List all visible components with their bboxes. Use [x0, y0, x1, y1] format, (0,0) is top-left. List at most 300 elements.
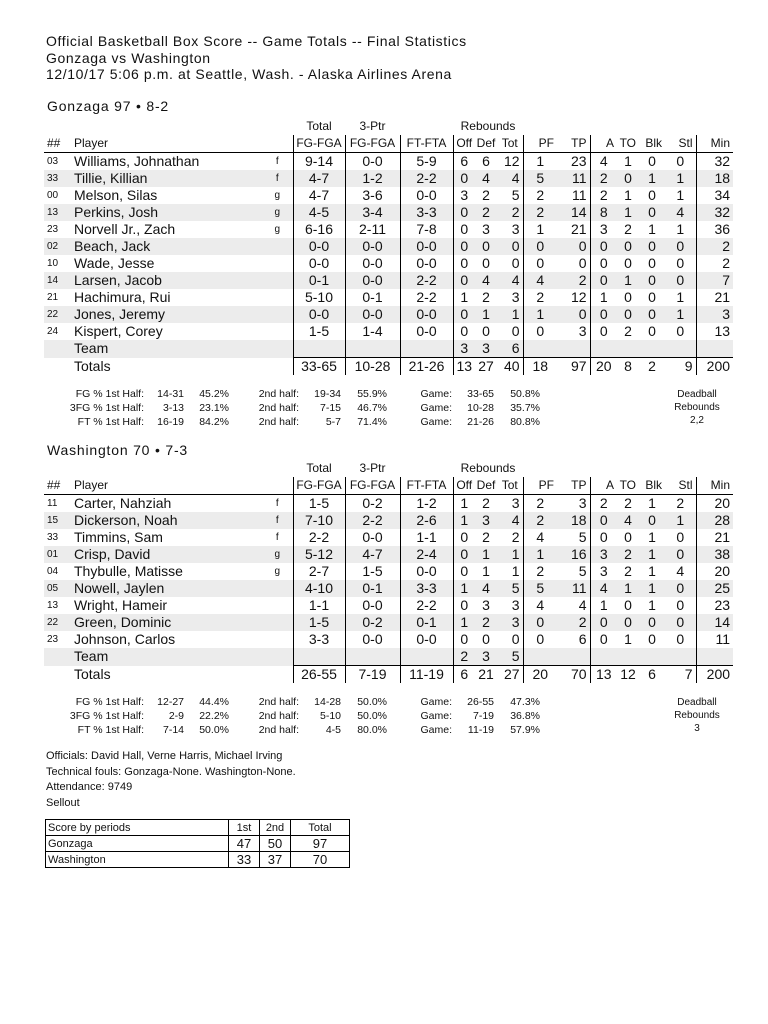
def-reb: 2 — [475, 204, 497, 221]
officials: Officials: David Hall, Verne Harris, Michael Irving — [46, 750, 283, 762]
blocks: 1 — [639, 546, 665, 563]
shooting-pct-line — [46, 723, 540, 737]
turnovers: 2 — [624, 221, 632, 237]
assists: 2 — [590, 170, 617, 187]
pct-g: 10-28 — [467, 402, 494, 414]
col-tot: Tot — [497, 135, 523, 153]
team-row — [44, 340, 733, 358]
pct-pg: 47.3% — [510, 696, 540, 708]
def-reb: 0 — [482, 255, 490, 271]
minutes: 32 — [696, 204, 733, 221]
assists: 1 — [590, 289, 617, 306]
spacer — [617, 340, 639, 358]
fg-fga: 0-0 — [293, 255, 345, 272]
totals-row — [44, 358, 733, 376]
off-reb: 0 — [453, 323, 475, 340]
ft-fta: 0-0 — [400, 187, 453, 204]
pct-h2: 5-7 — [325, 416, 341, 428]
col-fg: FG-FGA — [293, 135, 345, 153]
steals: 1 — [676, 221, 685, 237]
pct-lbl3: Game: — [420, 416, 452, 428]
ft-fta: 3-3 — [400, 204, 453, 221]
off-reb: 6 — [453, 153, 475, 171]
def-reb: 2 — [482, 529, 490, 545]
fouls: 4 — [523, 272, 557, 289]
fg-fga: 9-14 — [293, 153, 345, 171]
ft-fta: 2-4 — [400, 546, 453, 563]
fg-fga: 0-1 — [293, 272, 345, 289]
col-off: Off — [453, 477, 475, 495]
player-name: Williams, Johnathan — [74, 153, 200, 169]
steals: 0 — [665, 238, 696, 255]
tot-reb: 0 — [511, 323, 520, 339]
group-3ptr: 3-Ptr — [359, 461, 386, 475]
pct-label: FT % 1st Half: — [77, 416, 144, 428]
assists: 4 — [590, 580, 617, 597]
three-pt: 0-2 — [345, 614, 400, 631]
player-position — [262, 614, 293, 631]
three-pt: 0-0 — [345, 631, 400, 648]
assists: 8 — [590, 204, 617, 221]
blocks: 0 — [639, 614, 665, 631]
pct-p1: 44.4% — [199, 696, 229, 708]
steals: 0 — [676, 597, 685, 613]
col-ft: FT-FTA — [400, 135, 453, 153]
tot-reb: 5 — [511, 187, 520, 203]
pct-p1: 45.2% — [199, 388, 229, 400]
assists: 0 — [590, 272, 617, 289]
fg-fga: 4-7 — [293, 170, 345, 187]
minutes: 3 — [696, 306, 733, 323]
player-row — [44, 272, 733, 289]
pct-p2: 50.0% — [357, 696, 387, 708]
pct-h2: 14-28 — [314, 696, 341, 708]
assists: 0 — [590, 238, 617, 255]
player-position — [262, 323, 293, 340]
points: 5 — [578, 563, 587, 579]
blocks: 0 — [648, 153, 656, 169]
ft-fta: 0-0 — [400, 323, 453, 340]
group-rebounds: Rebounds — [460, 461, 516, 475]
spacer — [293, 340, 345, 358]
def-reb: 21 — [475, 666, 497, 684]
ft-fta: 2-2 — [400, 289, 453, 306]
spacer — [523, 340, 557, 358]
player-number: 23 — [47, 224, 59, 235]
group-total: Total — [306, 461, 332, 475]
pct-p2: 50.0% — [357, 710, 387, 722]
assists: 0 — [590, 529, 617, 546]
three-pt: 1-4 — [345, 323, 400, 340]
def-reb: 3 — [475, 340, 497, 358]
tot-reb: 4 — [497, 272, 523, 289]
col-player: Player — [74, 477, 262, 495]
turnovers: 0 — [617, 238, 639, 255]
tot-reb: 40 — [497, 358, 523, 376]
points: 0 — [578, 255, 587, 271]
pct-p2: 80.0% — [357, 724, 387, 736]
def-reb: 3 — [482, 597, 490, 613]
period-1-score: 33 — [229, 852, 260, 868]
spacer — [590, 648, 617, 666]
tot-reb: 1 — [497, 546, 523, 563]
fouls: 1 — [523, 306, 557, 323]
column-header — [44, 135, 733, 153]
player-row — [44, 614, 733, 631]
pct-g: 7-19 — [472, 710, 494, 722]
minutes: 2 — [696, 255, 733, 272]
spacer — [262, 666, 293, 684]
points: 97 — [557, 358, 590, 376]
pct-p1: 84.2% — [199, 416, 229, 428]
fouls: 0 — [523, 255, 557, 272]
def-reb: 6 — [482, 153, 490, 169]
team-label: Team — [74, 648, 262, 666]
blocks: 0 — [639, 512, 665, 529]
spacer — [590, 118, 617, 135]
pct-lbl2: 2nd half: — [258, 388, 299, 400]
assists: 20 — [590, 358, 617, 376]
def-reb: 0 — [475, 238, 497, 255]
spacer — [557, 118, 590, 135]
washington-title: Washington 70 • 7-3 — [47, 442, 188, 458]
player-position: f — [275, 498, 279, 509]
fg-fga: 7-10 — [293, 512, 345, 529]
player-number: 22 — [44, 614, 74, 631]
steals: 1 — [665, 306, 696, 323]
period-2-score: 37 — [260, 852, 291, 868]
three-pt: 0-0 — [345, 255, 400, 272]
team-label: Team — [74, 340, 262, 358]
technical-fouls: Technical fouls: Gonzaga-None. Washington-None. — [46, 765, 296, 778]
spacer — [665, 460, 696, 477]
ft-fta: 1-1 — [400, 529, 453, 546]
spacer — [293, 648, 345, 666]
points: 3 — [578, 323, 587, 339]
player-row — [44, 563, 733, 580]
assists: 3 — [590, 221, 617, 238]
minutes: 7 — [696, 272, 733, 289]
player-position — [262, 272, 293, 289]
spacer — [665, 118, 696, 135]
turnovers: 1 — [617, 580, 639, 597]
player-name: Perkins, Josh — [74, 204, 262, 221]
points: 12 — [570, 289, 587, 305]
blocks: 1 — [648, 529, 656, 545]
pct-g: 26-55 — [467, 696, 494, 708]
assists: 0 — [590, 614, 617, 631]
three-pt: 10-28 — [345, 358, 400, 376]
minutes: 36 — [696, 221, 733, 238]
minutes: 32 — [696, 153, 733, 171]
player-number: 04 — [47, 566, 59, 577]
spacer — [557, 648, 590, 666]
gonzaga-title: Gonzaga 97 • 8-2 — [47, 98, 169, 114]
blocks: 1 — [639, 580, 665, 597]
points: 6 — [578, 631, 587, 647]
player-name: Wright, Hameir — [74, 597, 168, 613]
minutes: 23 — [696, 597, 733, 614]
spacer — [696, 460, 733, 477]
column-group-header — [44, 118, 733, 135]
player-position: f — [275, 156, 279, 167]
blocks: 0 — [639, 272, 665, 289]
minutes: 34 — [696, 187, 733, 204]
spacer — [74, 118, 262, 135]
tot-reb: 12 — [503, 153, 520, 169]
off-reb: 1 — [453, 289, 475, 306]
blocks: 0 — [648, 631, 656, 647]
minutes: 14 — [696, 614, 733, 631]
pct-h1: 14-31 — [157, 388, 184, 400]
pct-h2: 4-5 — [325, 724, 341, 736]
player-row — [44, 170, 733, 187]
off-reb: 0 — [453, 221, 475, 238]
points: 70 — [557, 666, 590, 684]
off-reb: 3 — [453, 340, 475, 358]
ft-fta: 0-0 — [400, 306, 453, 323]
pct-h2: 7-15 — [319, 402, 341, 414]
spacer — [345, 648, 400, 666]
points: 2 — [557, 272, 590, 289]
ft-fta: 2-2 — [400, 170, 453, 187]
spacer — [557, 460, 590, 477]
three-pt: 2-11 — [345, 221, 400, 238]
steals: 0 — [665, 272, 696, 289]
def-reb: 1 — [482, 563, 490, 579]
assists: 0 — [590, 306, 617, 323]
blocks: 0 — [648, 323, 656, 339]
minutes: 20 — [696, 563, 733, 580]
def-reb: 27 — [475, 358, 497, 376]
blocks: 0 — [648, 255, 656, 271]
ft-fta: 3-3 — [400, 580, 453, 597]
player-row — [44, 323, 733, 340]
pct-lbl3: Game: — [420, 724, 452, 736]
turnovers: 0 — [617, 614, 639, 631]
blocks: 0 — [648, 289, 656, 305]
pct-label: 3FG % 1st Half: — [69, 402, 144, 414]
player-row — [44, 255, 733, 272]
fg-fga: 26-55 — [293, 666, 345, 684]
pct-g: 11-19 — [467, 724, 494, 736]
fg-fga: 2-2 — [293, 529, 345, 546]
spacer — [590, 460, 617, 477]
player-number: 24 — [47, 326, 59, 337]
steals: 7 — [665, 666, 696, 684]
player-row — [44, 546, 733, 563]
col-tp: TP — [557, 135, 590, 153]
pct-pg: 36.8% — [510, 710, 540, 722]
pct-label: 3FG % 1st Half: — [69, 710, 144, 722]
pct-p2: 55.9% — [357, 388, 387, 400]
player-row — [44, 512, 733, 529]
points: 14 — [557, 204, 590, 221]
fouls: 2 — [523, 512, 557, 529]
minutes: 2 — [696, 238, 733, 255]
off-reb: 1 — [453, 512, 475, 529]
tot-reb: 0 — [511, 631, 520, 647]
player-number: 13 — [44, 204, 74, 221]
spacer — [617, 118, 639, 135]
col-fg: FG-FGA — [293, 477, 345, 495]
spacer — [617, 648, 639, 666]
three-pt: 1-5 — [345, 563, 400, 580]
off-reb: 0 — [453, 631, 475, 648]
pct-lbl2: 2nd half: — [258, 416, 299, 428]
blocks: 0 — [639, 306, 665, 323]
player-number: 21 — [47, 292, 59, 303]
score-by-periods — [45, 819, 350, 868]
three-pt: 0-1 — [345, 289, 400, 306]
fouls: 18 — [523, 358, 557, 376]
off-reb: 6 — [453, 666, 475, 684]
tot-reb: 6 — [497, 340, 523, 358]
player-row — [44, 306, 733, 323]
player-name: Timmins, Sam — [74, 529, 163, 545]
spacer — [665, 340, 696, 358]
player-number: 15 — [44, 512, 74, 529]
fg-fga: 33-65 — [293, 358, 345, 376]
player-position: f — [275, 532, 279, 543]
blocks: 1 — [639, 170, 665, 187]
player-number: 01 — [44, 546, 74, 563]
col-min: Min — [696, 135, 733, 153]
assists: 3 — [590, 563, 617, 580]
minutes: 25 — [696, 580, 733, 597]
gonzaga-deadball — [662, 388, 732, 427]
spacer — [44, 118, 74, 135]
fouls: 2 — [523, 187, 557, 204]
spacer — [74, 460, 262, 477]
steals: 1 — [665, 512, 696, 529]
turnovers: 8 — [617, 358, 639, 376]
player-position: g — [274, 190, 281, 201]
three-pt: 0-0 — [345, 238, 400, 255]
tot-reb: 5 — [497, 580, 523, 597]
player-name: Thybulle, Matisse — [74, 563, 183, 579]
player-number: 33 — [47, 532, 59, 543]
turnovers: 1 — [624, 187, 632, 203]
pct-label: FT % 1st Half: — [77, 724, 144, 736]
blocks: 1 — [648, 597, 656, 613]
player-name: Green, Dominic — [74, 614, 262, 631]
points: 0 — [557, 306, 590, 323]
player-row — [44, 238, 733, 255]
player-row — [44, 580, 733, 597]
off-reb: 0 — [453, 170, 475, 187]
period-1-score: 47 — [229, 836, 260, 852]
col-stl: Stl — [665, 135, 696, 153]
spacer — [639, 460, 665, 477]
assists: 4 — [590, 153, 617, 171]
spacer — [44, 666, 74, 684]
blocks: 0 — [639, 204, 665, 221]
off-reb: 0 — [453, 255, 475, 272]
player-row — [44, 187, 733, 204]
player-number: 05 — [44, 580, 74, 597]
player-name: Jones, Jeremy — [74, 306, 262, 323]
spacer — [400, 340, 453, 358]
def-reb: 1 — [475, 546, 497, 563]
steals: 1 — [676, 289, 685, 305]
deadball-label: Deadball — [677, 389, 717, 400]
points: 11 — [557, 580, 590, 597]
group-3ptr: 3-Ptr — [359, 119, 386, 133]
deadball-label2: Rebounds — [674, 402, 720, 413]
steals: 0 — [665, 546, 696, 563]
spacer — [345, 340, 400, 358]
pct-g: 21-26 — [467, 416, 494, 428]
spacer — [696, 648, 733, 666]
steals: 4 — [665, 204, 696, 221]
col-tp: TP — [557, 477, 590, 495]
player-row — [44, 153, 733, 171]
player-row — [44, 597, 733, 614]
col-blk: Blk — [639, 135, 665, 153]
deadball-value: 2,2 — [690, 415, 704, 426]
fouls: 1 — [523, 153, 557, 171]
pct-h2: 19-34 — [314, 388, 341, 400]
ft-fta: 2-2 — [400, 597, 453, 614]
fouls: 2 — [523, 495, 557, 513]
player-name: Kispert, Corey — [74, 323, 163, 339]
pct-h2: 5-10 — [319, 710, 341, 722]
pct-pg: 35.7% — [510, 402, 540, 414]
off-reb: 1 — [453, 614, 475, 631]
steals: 2 — [676, 495, 685, 511]
off-reb: 0 — [453, 306, 475, 323]
assists: 0 — [590, 255, 617, 272]
game-notes — [46, 749, 296, 811]
pct-pg: 57.9% — [510, 724, 540, 736]
player-name: Wade, Jesse — [74, 255, 155, 271]
turnovers: 0 — [624, 255, 632, 271]
washington-box-score — [44, 460, 733, 683]
shooting-pct-line — [46, 415, 540, 429]
minutes: 38 — [696, 546, 733, 563]
def-reb: 0 — [482, 631, 490, 647]
player-position — [262, 255, 293, 272]
spacer — [557, 340, 590, 358]
fg-fga: 1-5 — [293, 323, 345, 340]
points: 21 — [570, 221, 587, 237]
def-reb: 4 — [475, 272, 497, 289]
tot-reb: 2 — [497, 204, 523, 221]
ft-fta: 7-8 — [400, 221, 453, 238]
player-number: 23 — [47, 634, 59, 645]
steals: 1 — [676, 187, 685, 203]
minutes: 18 — [696, 170, 733, 187]
col-ft: FT-FTA — [400, 477, 453, 495]
spacer — [523, 648, 557, 666]
tot-reb: 3 — [497, 614, 523, 631]
spacer — [523, 118, 557, 135]
blocks: 6 — [639, 666, 665, 684]
steals: 0 — [676, 323, 685, 339]
col-to: TO — [617, 135, 639, 153]
player-number: 02 — [44, 238, 74, 255]
spacer — [262, 358, 293, 376]
totals-row — [44, 666, 733, 684]
washington-percentages — [46, 695, 540, 737]
spacer — [523, 460, 557, 477]
spacer — [696, 340, 733, 358]
player-name: Larsen, Jacob — [74, 272, 262, 289]
steals: 4 — [676, 563, 685, 579]
player-position: g — [262, 546, 293, 563]
player-number: 10 — [47, 258, 59, 269]
